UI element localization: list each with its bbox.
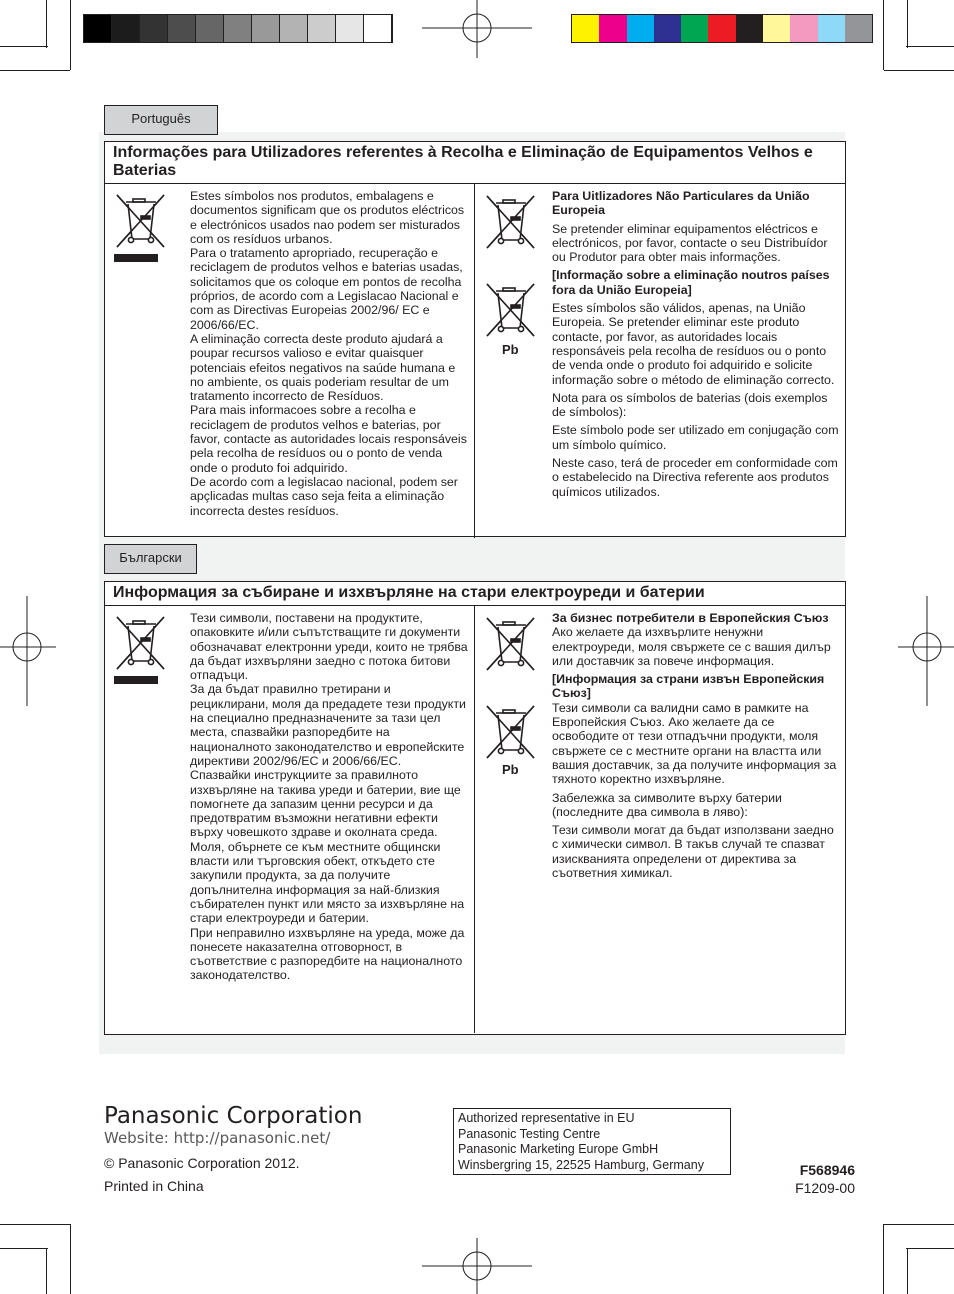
language-tab-portuguese: Português — [104, 105, 218, 135]
gray-swatch — [336, 15, 364, 42]
pb-chemical-symbol: Pb — [502, 762, 519, 777]
right-column-text — [552, 189, 840, 499]
trim-mark — [0, 46, 48, 47]
subheading: За бизнес потребители в Европейския Съюз — [552, 611, 829, 625]
paragraph: Ако желаете да изхвърлите ненужни електроуреди, моля свържете се с вашия дилър или доставчик за повече информация. — [552, 625, 831, 668]
color-swatch — [654, 15, 681, 42]
bulgarian-section — [104, 581, 846, 1035]
rep-line: Panasonic Testing Centre — [458, 1126, 601, 1141]
paragraph: При неправилно изхвърляне на уреда, може да понесете наказателна отговорност, в съответствие с разпоредбите на националното законодателство. — [190, 925, 465, 983]
rep-line: Winsbergring 15, 22525 Hamburg, Germany — [458, 1157, 704, 1172]
left-column-text — [190, 189, 470, 518]
section-title: Informações para Utilizadores referentes à Recolha e Eliminação de Equipamentos Velhos e Baterias — [105, 142, 845, 184]
trim-mark — [907, 1248, 908, 1294]
printed-in-text: Printed in China — [104, 1178, 204, 1194]
trim-mark — [906, 1248, 954, 1249]
weee-crossed-bin-icon — [484, 193, 538, 253]
portuguese-section — [104, 141, 846, 537]
right-column-text — [552, 611, 840, 880]
process-color-bar — [571, 14, 873, 43]
battery-crossed-bin-icon — [484, 703, 538, 763]
color-swatch — [681, 15, 708, 42]
paragraph: Este símbolo pode ser utilizado em conjugação com um símbolo químico. — [552, 423, 839, 452]
trim-mark — [0, 70, 70, 71]
paragraph: Тези символи са валидни само в рамките на Европейския Съюз. Ако желаете да се освободите от тези отпадъчни продукти, моля свържете се с местните органи на властта или вашия доставчик, за да получите информация за тяхното коректно изхвърляне. — [552, 700, 837, 787]
trim-mark — [883, 0, 884, 70]
registration-mark-icon — [0, 596, 56, 706]
paragraph: Estes símbolos nos produtos, embalagens e documentos significam que os produtos eléctricos e electrónicos usados nao podem ser misturados com os resíduos urbanos. — [190, 189, 465, 246]
subheading: [Информация за страни извън Европейския Съюз] — [552, 672, 825, 701]
left-column-text — [190, 611, 470, 983]
gray-swatch — [252, 15, 280, 42]
registration-mark-icon — [898, 596, 954, 706]
document-revision: F1209-00 — [795, 1180, 855, 1196]
color-swatch — [736, 15, 763, 42]
copyright-text: © Panasonic Corporation 2012. — [104, 1155, 300, 1171]
paragraph: Тези символи могат да бъдат използвани заедно с химически символ. В такъв случай те спазват изискванията определени от директива за съответния химикал. — [552, 823, 834, 881]
paragraph: Nota para os símbolos de baterias (dois exemplos de símbolos): — [552, 390, 828, 420]
trim-mark — [907, 0, 908, 48]
trim-mark — [46, 0, 47, 48]
subheading: [Informação sobre a eliminação noutros países fora da União Europeia] — [552, 268, 830, 297]
gray-swatch — [140, 15, 168, 42]
paragraph: Neste caso, terá de proceder em conformidade com o estabelecido na Directiva referente aos produtos químicos utilizados. — [552, 456, 838, 499]
gray-swatch — [308, 15, 336, 42]
rep-line: Authorized representative in EU — [458, 1111, 635, 1125]
color-swatch — [845, 15, 872, 42]
paragraph: За да бъдат правилно третирани и рециклирани, моля да предадете тези продукти на специално предназначените за тази цел места, спазвайки разпоредбите на националното законодателство и европейските директиви 2002/96/EC и 2006/66/EC. — [190, 682, 466, 768]
section-title: Информация за събиране и изхвърляне на стари електроуреди и батерии — [105, 582, 845, 606]
color-swatch — [627, 15, 654, 42]
paragraph: De acordo com a legislacao nacional, podem ser apçlicadas multas caso seja feita a eliminação incorrecta destes resíduos. — [190, 474, 458, 518]
company-logo-text: Panasonic Corporation — [104, 1103, 363, 1129]
grayscale-bar — [83, 14, 393, 43]
trim-mark — [884, 70, 954, 71]
document-code: F568946 — [799, 1162, 855, 1178]
trim-mark — [884, 1224, 954, 1225]
trim-mark — [0, 1224, 70, 1225]
paragraph: Para mais informacoes sobre a recolha e reciclagem de produtos velhos e baterias, por favor, contacte as autoridades locais responsáveis pela recolha de resíduos ou o ponto de venda onde o produto foi adquirido. — [190, 403, 467, 475]
paragraph: A eliminação correcta deste produto ajudará a poupar recursos valioso e evitar quaisquer potenciais efeitos negativos na saúde humana e no ambiente, os quais poderiam resultar de um tratamento incorrecto de Resíduos. — [190, 331, 456, 404]
color-swatch — [572, 15, 599, 42]
color-swatch — [818, 15, 845, 42]
gray-swatch — [84, 15, 112, 42]
registration-mark-icon — [422, 1238, 532, 1294]
pb-chemical-symbol: Pb — [502, 342, 519, 357]
color-swatch — [708, 15, 735, 42]
subheading: Para Uitlizadores Não Particulares da União Europeia — [552, 189, 810, 218]
paragraph: Забележка за символите върху батерии (последните два символа в ляво): — [552, 790, 782, 819]
trim-mark — [906, 46, 954, 47]
gray-swatch — [112, 15, 140, 42]
gray-swatch — [364, 15, 392, 42]
weee-crossed-bin-icon — [114, 614, 168, 686]
trim-mark — [70, 1224, 71, 1294]
gray-swatch — [168, 15, 196, 42]
trim-mark — [883, 1224, 884, 1294]
weee-crossed-bin-icon — [484, 615, 538, 675]
gray-swatch — [196, 15, 224, 42]
gray-swatch — [280, 15, 308, 42]
gray-swatch — [224, 15, 252, 42]
color-swatch — [599, 15, 626, 42]
website-text: Website: http://panasonic.net/ — [104, 1129, 331, 1147]
battery-crossed-bin-icon — [484, 281, 538, 341]
weee-crossed-bin-icon — [114, 192, 168, 264]
rep-line: Panasonic Marketing Europe GmbH — [458, 1142, 659, 1156]
paragraph: Тези символи, поставени на продуктите, опаковките и/или съпътстващите ги документи обозначават електронни уреди, които не трябва да бъдат изхвърляни заедно с потока битови отпадъци. — [190, 611, 468, 683]
registration-mark-icon — [422, 0, 532, 60]
paragraph: Моля, обърнете се към местните общински власти или търговския обект, откъдето сте закупили продукта, за да получите допълнителна информация за най-близкия събирателен пункт или място за изхвърляне на стари електроуреди и батерии. — [190, 839, 465, 926]
trim-mark — [0, 1248, 48, 1249]
eu-representative-box — [453, 1108, 731, 1175]
language-tab-bulgarian: Български — [104, 544, 197, 574]
paragraph: Para o tratamento apropriado, recuperação e reciclagem de produtos velhos e baterias usadas, solicitamos que os coloque em pontos de recolha próprios, de acordo com a Legislacao Nacional e com as Directivas Europeias 2002/96/ EC e 2006/66/EC. — [190, 246, 463, 332]
paragraph: Se pretender eliminar equipamentos eléctricos e electrónicos, por favor, contacte o seu Distribuídor ou Produtor para obter mais informações. — [552, 221, 828, 265]
trim-mark — [46, 1248, 47, 1294]
paragraph: Estes símbolos são válidos, apenas, na União Europeia. Se pretender eliminar este produto contacte, por favor, as autoridades locais responsáveis pela recolha de resíduos ou o ponto de venda onde o produto foi adquirido e solicite informação sobre o método de eliminação correcto. — [552, 301, 835, 387]
trim-mark — [70, 0, 71, 70]
paragraph: Спазвайки инструкциите за правилното изхвърляне на такива уреди и батерии, вие ще помогнете да запазим ценни ресурси и да предотвратим възможни негативни ефекти върху човешкото здраве и околната среда. — [190, 768, 461, 840]
color-swatch — [763, 15, 790, 42]
color-swatch — [790, 15, 817, 42]
